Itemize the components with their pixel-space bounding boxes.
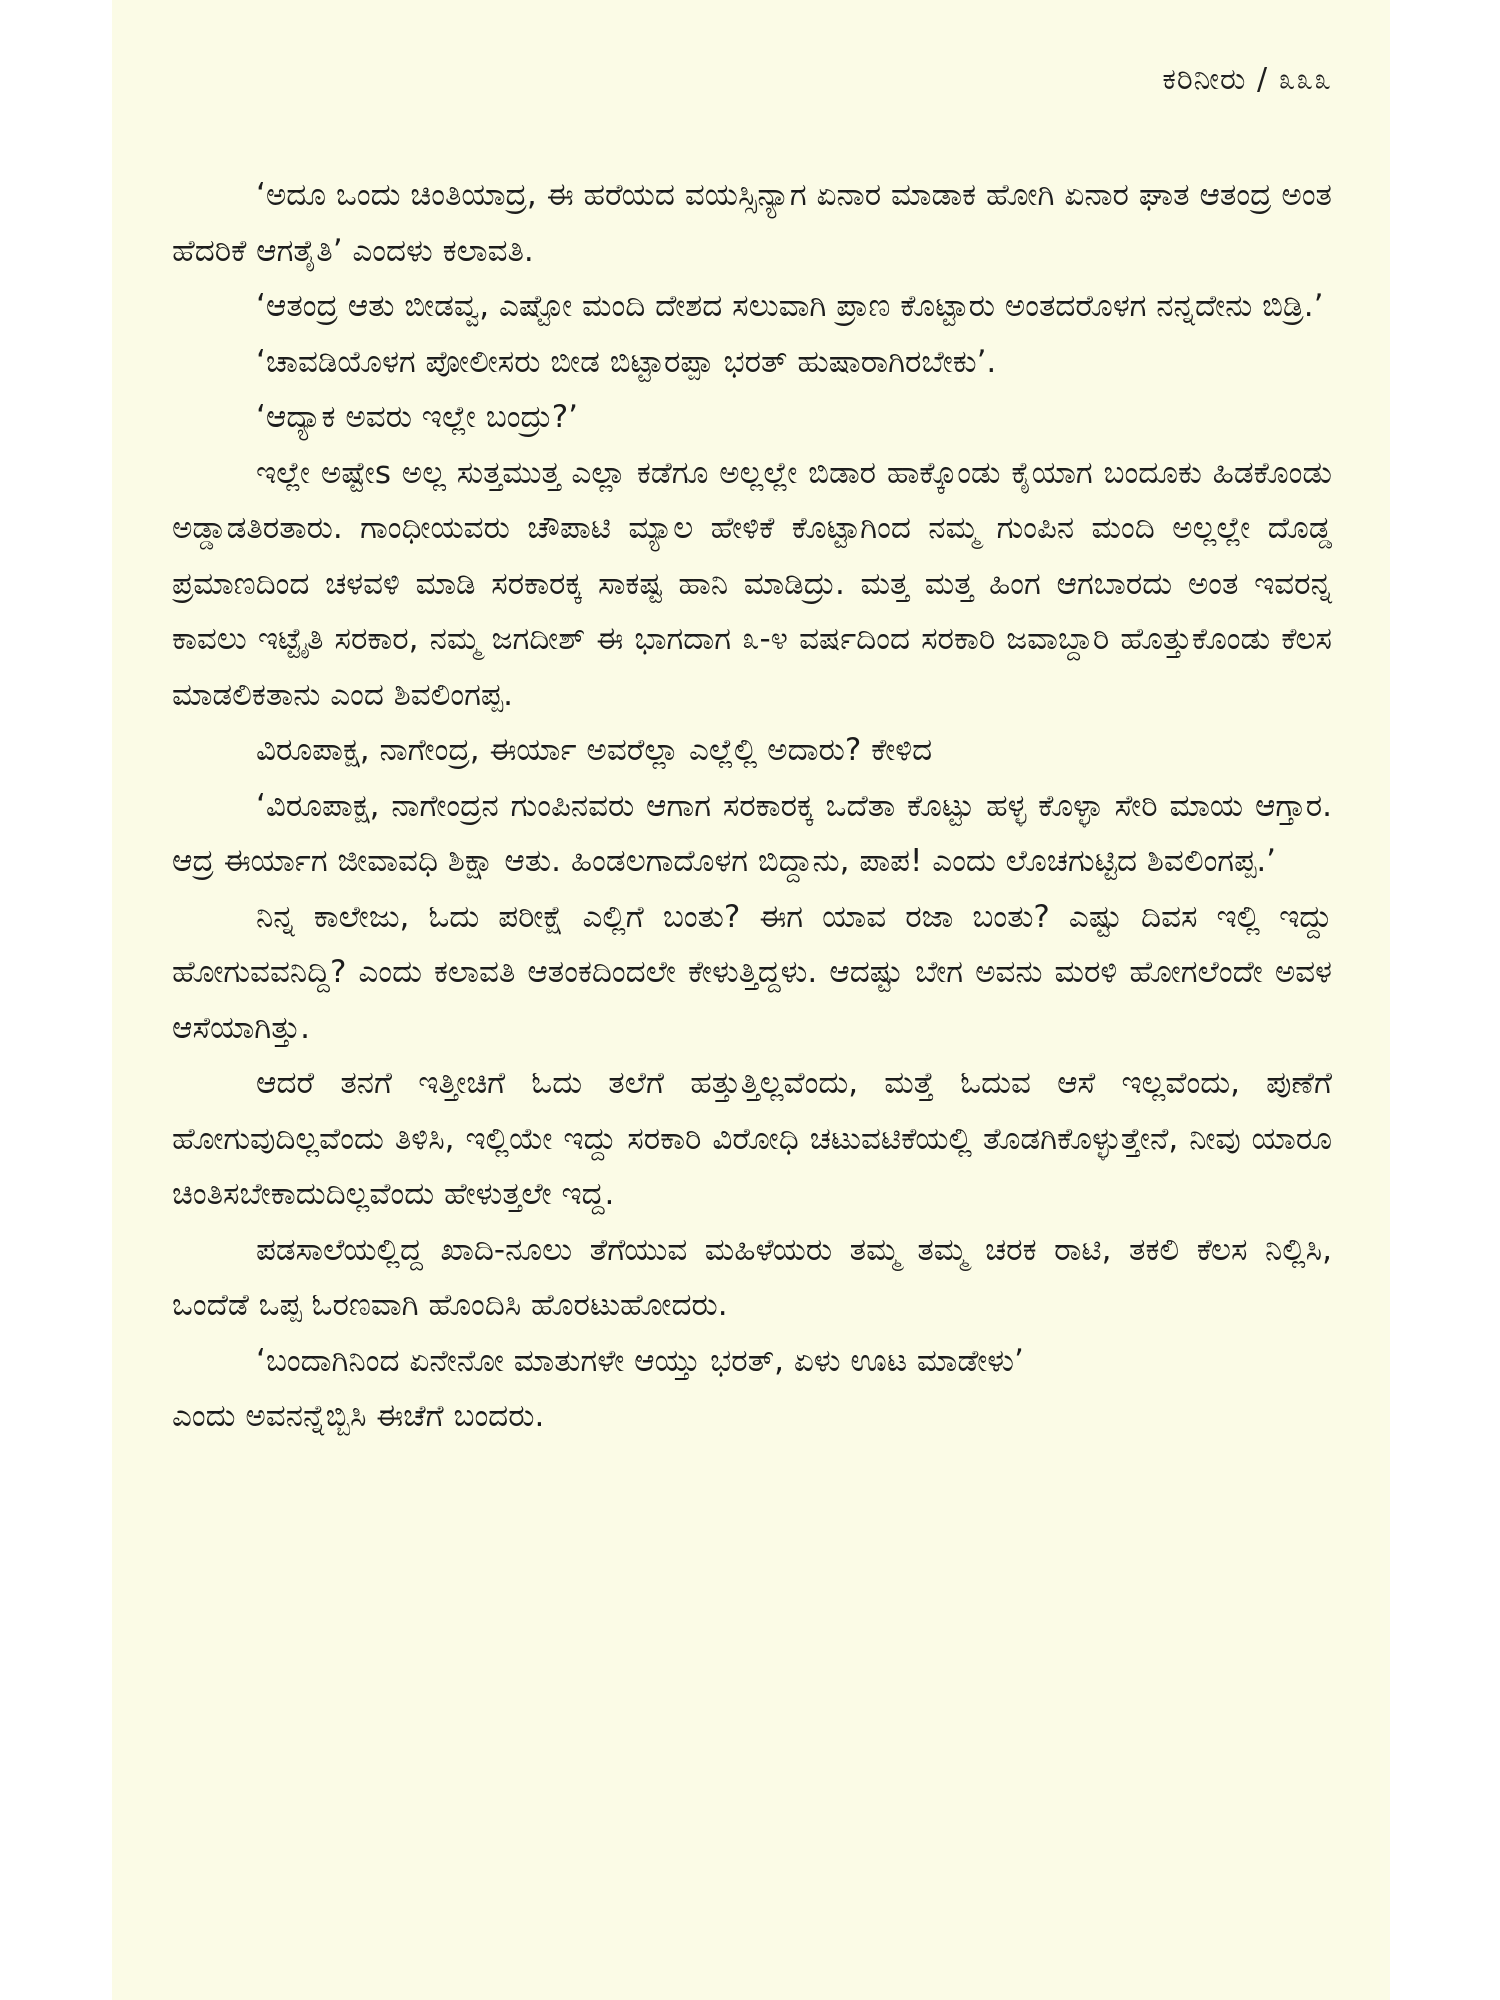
paragraph: ಪಡಸಾಲೆಯಲ್ಲಿದ್ದ ಖಾದಿ-ನೂಲು ತೆಗೆಯುವ ಮಹಿಳೆಯರು ತಮ್ಮ ತಮ್ಮ ಚರಕ ರಾಟಿ, ತಕಲಿ ಕೆಲಸ ನಿಲ್ಲಿಸಿ, ಒಂದೆಡೆ ಒಪ್ಪ ಓರಣವಾಗಿ ಹೊಂದಿಸಿ ಹೊರಟುಹೋದರು. xyxy=(172,1231,1332,1323)
paragraph: ‘ಬಂದಾಗಿನಿಂದ ಏನೇನೋ ಮಾತುಗಳೇ ಆಯ್ತು ಭರತ್, ಏಳು ಊಟ ಮಾಡೇಳು’ xyxy=(256,1342,1024,1379)
paragraph: ‘ಅದೂ ಒಂದು ಚಿಂತಿಯಾದ್ರ, ಈ ಹರೆಯದ ವಯಸ್ಸಿನ್ಯಾಗ ಏನಾರ ಮಾಡಾಕ ಹೋಗಿ ಏನಾರ ಘಾತ ಆತಂದ್ರ ಅಂತ ಹೆದರಿಕೆ ಆಗತೈತಿ’ ಎಂದಳು ಕಲಾವತಿ. xyxy=(172,177,1332,269)
paragraph: ‘ವಿರೂಪಾಕ್ಷ, ನಾಗೇಂದ್ರನ ಗುಂಪಿನವರು ಆಗಾಗ ಸರಕಾರಕ್ಕ ಒದೆತಾ ಕೊಟ್ಟು ಹಳ್ಳ ಕೊಳ್ಳಾ ಸೇರಿ ಮಾಯ ಆಗ್ತಾರ. ಆದ್ರ ಈರ್ಯಾಗ ಜೀವಾವಧಿ ಶಿಕ್ಷಾ ಆತು. ಹಿಂಡಲಗಾದೊಳಗ ಬಿದ್ದಾನು, ಪಾಪ! ಎಂದು ಲೊಚಗುಟ್ಟಿದ ಶಿವಲಿಂಗಪ್ಪ.’ xyxy=(172,787,1332,879)
paragraph: ನಿನ್ನ ಕಾಲೇಜು, ಓದು ಪರೀಕ್ಷೆ ಎಲ್ಲಿಗೆ ಬಂತು? ಈಗ ಯಾವ ರಜಾ ಬಂತು? ಎಷ್ಟು ದಿವಸ ಇಲ್ಲಿ ಇದ್ದು ಹೋಗುವವನಿದ್ದಿ? ಎಂದು ಕಲಾವತಿ ಆತಂಕದಿಂದಲೇ ಕೇಳುತ್ತಿದ್ದಳು. ಆದಷ್ಟು ಬೇಗ ಅವನು ಮರಳಿ ಹೋಗಲೆಂದೇ ಅವಳ ಆಸೆಯಾಗಿತ್ತು. xyxy=(172,898,1333,1046)
paragraph: ಇಲ್ಲೇ ಅಷ್ಟೇs ಅಲ್ಲ ಸುತ್ತಮುತ್ತ ಎಲ್ಲಾ ಕಡೆಗೂ ಅಲ್ಲಲ್ಲೇ ಬಿಡಾರ ಹಾಕ್ಕೊಂಡು ಕೈಯಾಗ ಬಂದೂಕು ಹಿಡಕೊಂಡು ಅಡ್ಡಾಡತಿರತಾರು. ಗಾಂಧೀಯವರು ಚೌಪಾಟಿ ಮ್ಯಾಲ ಹೇಳಿಕೆ ಕೊಟ್ಟಾಗಿಂದ ನಮ್ಮ ಗುಂಪಿನ ಮಂದಿ ಅಲ್ಲಲ್ಲೇ ದೊಡ್ಡ ಪ್ರಮಾಣದಿಂದ ಚಳವಳಿ ಮಾಡಿ ಸರಕಾರಕ್ಕ ಸಾಕಷ್ಟ ಹಾನಿ ಮಾಡಿದ್ರು. ಮತ್ತ ಮತ್ತ ಹಿಂಗ ಆಗಬಾರದು ಅಂತ ಇವರನ್ನ ಕಾವಲು ಇಟ್ಟೈತಿ ಸರಕಾರ, ನಮ್ಮ ಜಗದೀಶ್ ಈ ಭಾಗದಾಗ ೩-೪ ವರ್ಷದಿಂದ ಸರಕಾರಿ ಜವಾಬ್ದಾರಿ ಹೊತ್ತುಕೊಂಡು ಕೆಲಸ ಮಾಡಲಿಕತಾನು ಎಂದ ಶಿವಲಿಂಗಪ್ಪ. xyxy=(172,454,1332,713)
paragraph: ಎಂದು ಅವನನ್ನೆಬ್ಬಿಸಿ ಈಚೆಗೆ ಬಂದರು. xyxy=(172,1398,545,1434)
paragraph: ವಿರೂಪಾಕ್ಷ, ನಾಗೇಂದ್ರ, ಈರ್ಯಾ ಅವರೆಲ್ಲಾ ಎಲ್ಲೆಲ್ಲಿ ಅದಾರು? ಕೇಳಿದ xyxy=(256,732,933,768)
paragraph: ‘ಆದ್ಯಾಕ ಅವರು ಇಲ್ಲೇ ಬಂದ್ರು?’ xyxy=(256,399,579,435)
paragraph: ಆದರೆ ತನಗೆ ಇತ್ತೀಚಿಗೆ ಓದು ತಲೆಗೆ ಹತ್ತುತ್ತಿಲ್ಲವೆಂದು, ಮತ್ತೆ ಓದುವ ಆಸೆ ಇಲ್ಲವೆಂದು, ಪುಣೆಗೆ ಹೋಗುವುದಿಲ್ಲವೆಂದು ತಿಳಿಸಿ, ಇಲ್ಲಿಯೇ ಇದ್ದು ಸರಕಾರಿ ವಿರೋಧಿ ಚಟುವಟಿಕೆಯಲ್ಲಿ ತೊಡಗಿಕೊಳ್ಳುತ್ತೇನೆ, ನೀವು ಯಾರೂ ಚಿಂತಿಸಬೇಕಾದುದಿಲ್ಲವೆಂದು ಹೇಳುತ್ತಲೇ ಇದ್ದ. xyxy=(172,1065,1332,1212)
paragraph: ‘ಚಾವಡಿಯೊಳಗ ಪೋಲೀಸರು ಬೀಡ ಬಿಟ್ಟಾರಪ್ಪಾ ಭರತ್ ಹುಷಾರಾಗಿರಬೇಕು’. xyxy=(256,343,997,380)
body-text xyxy=(172,168,1332,1445)
book-page xyxy=(112,0,1390,2000)
paragraph: ‘ಆತಂದ್ರ ಆತು ಬೀಡವ್ವ, ಎಷ್ಟೋ ಮಂದಿ ದೇಶದ ಸಲುವಾಗಿ ಪ್ರಾಣ ಕೊಟ್ಟಾರು ಅಂತದರೊಳಗ ನನ್ನದೇನು ಬಿಡ್ರಿ.’ xyxy=(256,288,1324,324)
running-head: ಕರಿನೀರು / ೩೩೩ xyxy=(1162,62,1332,97)
